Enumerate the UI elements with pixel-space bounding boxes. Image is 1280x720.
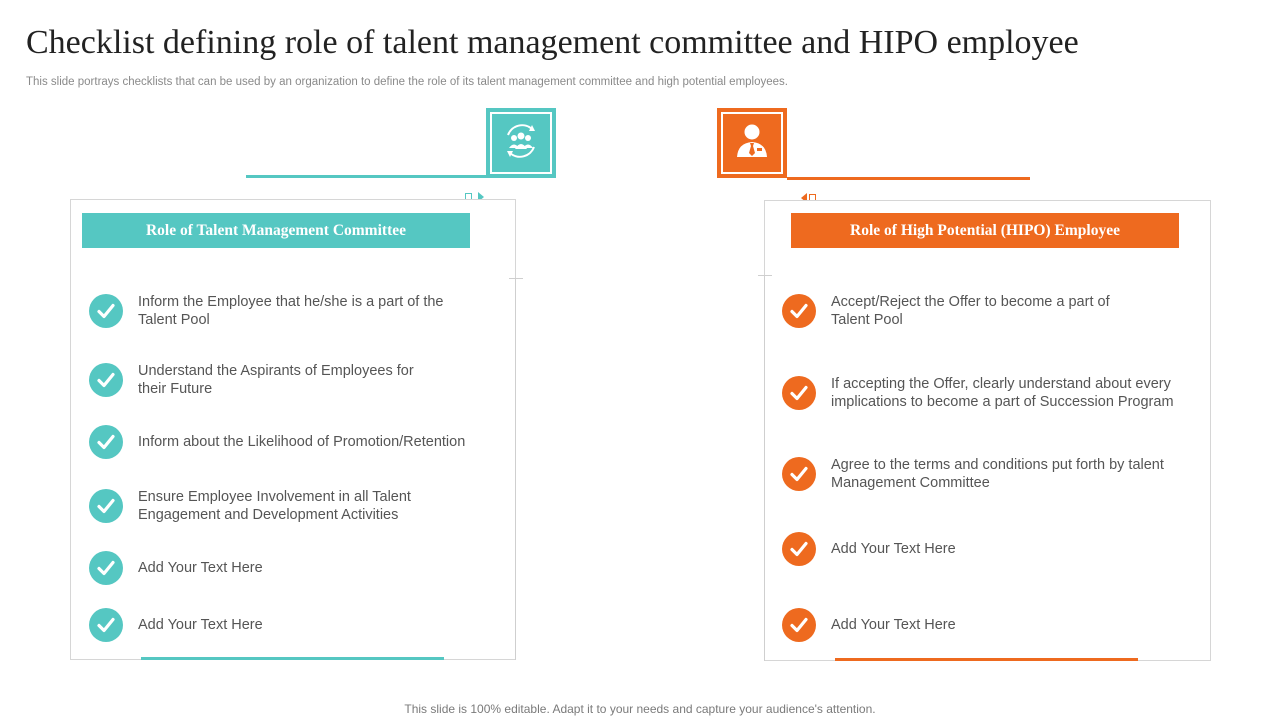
- left-panel-header: Role of Talent Management Committee: [82, 213, 470, 248]
- right-connector-line: [787, 177, 1030, 180]
- left-panel-bottom-bar: [141, 657, 444, 660]
- left-list-item: [89, 551, 489, 585]
- check-icon: [782, 294, 816, 328]
- left-item-text: Inform the Employee that he/she is a part of the Talent Pool: [138, 294, 444, 328]
- check-icon: [89, 363, 123, 397]
- left-panel-tick: [509, 278, 523, 279]
- check-icon: [782, 457, 816, 491]
- employee-person-icon: [730, 119, 774, 168]
- right-panel: [764, 200, 1211, 661]
- check-icon: [782, 376, 816, 410]
- right-item-text: Add Your Text Here: [831, 541, 956, 557]
- left-item-text: Ensure Employee Involvement in all Talent Engagement and Development Activities: [138, 489, 411, 523]
- right-panel-bottom-bar: [835, 658, 1138, 661]
- slide-title: Checklist defining role of talent management committee and HIPO employee: [26, 24, 1079, 61]
- check-icon: [782, 608, 816, 642]
- right-item-text: If accepting the Offer, clearly understand about every implications to become a part of Succession Program: [831, 376, 1174, 410]
- check-icon: [89, 608, 123, 642]
- right-panel-divider: [764, 275, 765, 661]
- left-item-text: Inform about the Likelihood of Promotion/Retention: [138, 434, 466, 450]
- left-list-item: [89, 293, 489, 329]
- right-item-text: Add Your Text Here: [831, 617, 956, 633]
- right-list-item: [782, 375, 1202, 411]
- left-item-text: Add Your Text Here: [138, 560, 263, 576]
- left-item-text: Add Your Text Here: [138, 617, 263, 633]
- right-icon-box: [717, 108, 787, 178]
- left-list-item: [89, 488, 489, 524]
- check-icon: [89, 489, 123, 523]
- right-list-item: [782, 293, 1202, 329]
- slide-subtitle: This slide portrays checklists that can be used by an organization to define the role of its talent management committee and high potential employees.: [26, 76, 788, 88]
- slide-footer: This slide is 100% editable. Adapt it to your needs and capture your audience's attention.: [404, 702, 876, 716]
- right-list-item: [782, 532, 1202, 566]
- team-cycle-icon: [499, 119, 543, 168]
- left-list-item: [89, 608, 489, 642]
- check-icon: [782, 532, 816, 566]
- left-panel-divider: [515, 278, 516, 660]
- left-icon-box: [486, 108, 556, 178]
- check-icon: [89, 294, 123, 328]
- right-panel-header: Role of High Potential (HIPO) Employee: [791, 213, 1179, 248]
- check-icon: [89, 425, 123, 459]
- check-icon: [89, 551, 123, 585]
- right-list-item: [782, 456, 1202, 492]
- right-item-text: Accept/Reject the Offer to become a part of Talent Pool: [831, 294, 1110, 328]
- left-list-item: [89, 425, 489, 459]
- right-panel-tick: [758, 275, 772, 276]
- right-item-text: Agree to the terms and conditions put forth by talent Management Committee: [831, 457, 1164, 491]
- right-list-item: [782, 608, 1202, 642]
- left-item-text: Understand the Aspirants of Employees for their Future: [138, 363, 414, 397]
- left-connector-line: [246, 175, 486, 178]
- left-list-item: [89, 362, 489, 398]
